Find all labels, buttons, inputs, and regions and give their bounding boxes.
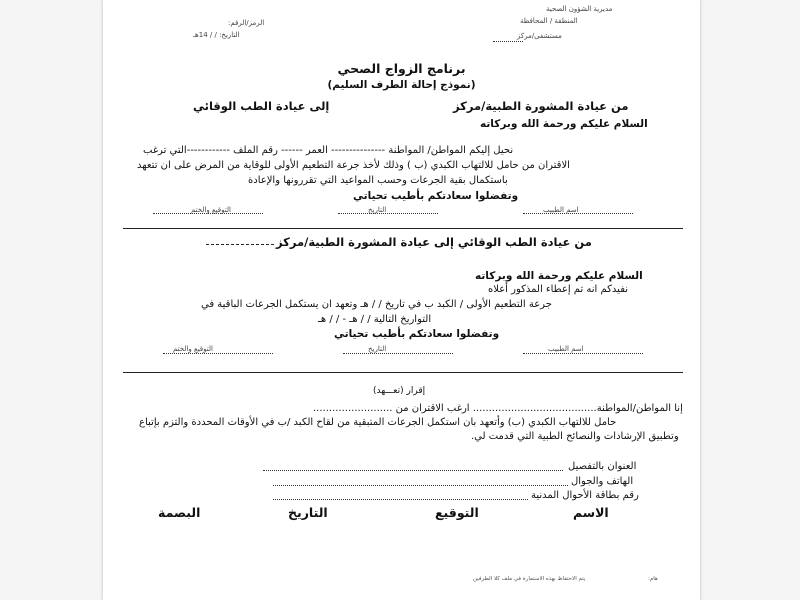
form-subtitle: (نموذج إحالة الطرف السليم) <box>327 79 476 91</box>
phone-label: الهاتف والجوال <box>571 476 634 487</box>
from-clinic: من عيادة المشورة الطبية/مركز <box>453 99 629 113</box>
org-line-3: مستشفى/مركز <box>517 32 562 40</box>
greeting-1: السلام عليكم ورحمة الله وبركاته <box>480 118 648 130</box>
phone-fill-line[interactable] <box>273 485 568 486</box>
form-title: برنامج الزواج الصحي <box>337 61 466 76</box>
civil-id-label: رقم بطاقة الأحوال المدنية <box>531 490 639 501</box>
sig1-stamp-label: التوقيع والختم <box>191 206 231 214</box>
referral-line-2: الاقتران من حامل للالتهاب الكبدي (ب ) وذلك لأخذ جرعة التطعيم الأولى للوقاية من المرض على ان تتعهد <box>137 160 570 171</box>
section2-heading: من عيادة الطب الوقائي إلى عيادة المشورة الطبية/مركز <box>276 235 592 249</box>
address-fill-line[interactable] <box>263 470 563 471</box>
sig2-doctor-label: اسم الطبيب <box>548 345 584 353</box>
sig2-date-label: التاريخ <box>368 345 387 353</box>
footnote: يتم الاحتفاظ بهذه الاستمارة في ملف كلا الطرفين <box>473 576 586 582</box>
org-line-2: المنطقة / المحافظة <box>520 17 578 25</box>
pledge-heading: إقرار (تعـــهد) <box>373 386 426 396</box>
referral-form-page <box>103 0 700 600</box>
org-line-1: مديرية الشؤون الصحية <box>546 5 613 13</box>
section2-line-2: جرعة التطعيم الأولى / الكبد ب في تاريخ / / هـ وتعهد ان يستكمل الجرعات الباقية في <box>201 299 552 310</box>
section2-line-3: التواريخ التالية / / هـ - / / هـ <box>318 314 432 325</box>
pledge-line-1: إنا المواطن/المواطنة....................................... ارغب الاقتران من ......................... <box>313 403 683 414</box>
date-field-label: التاريخ <box>288 505 328 520</box>
referral-line-3: باستكمال بقية الجرعات وحسب المواعيد التي تقررونها والإعادة <box>248 175 508 186</box>
name-field-label: الاسم <box>573 505 609 520</box>
pledge-line-3: وتطبيق الإرشادات والنصائح الطبية التي قدمت لي. <box>471 431 679 442</box>
signature-field-label: التوقيع <box>435 505 479 520</box>
sig1-date-line <box>338 213 438 214</box>
section-divider-1 <box>123 228 683 229</box>
referral-line-1: نحيل إليكم المواطن/ المواطنة --------------- العمر ------ رقم الملف ------------التي ترغب <box>143 145 514 156</box>
footnote-label: هام: <box>648 576 658 582</box>
date-label: التاريخ: / / 14هـ <box>193 31 240 39</box>
sig2-stamp-label: التوقيع والختم <box>173 345 213 353</box>
closing-2: وتفضلوا سعادتكم بأطيب تحياتي <box>334 328 500 340</box>
civil-id-fill-line[interactable] <box>273 499 528 500</box>
sig2-date-line <box>343 353 453 354</box>
section2-fill-line <box>206 244 274 245</box>
closing-1: وتفضلوا سعادتكم بأطيب تحياتي <box>353 190 519 202</box>
pledge-line-2: حامل للالتهاب الكبدي (ب) وأتعهد بان استكمل الجرعات المتبقية من لقاح الكبد /ب في الأوقات المحددة والتزم بإتباع <box>139 417 617 428</box>
greeting-2: السلام عليكم ورحمة الله وبركاته <box>475 270 643 282</box>
sig1-doctor-label: اسم الطبيب <box>543 206 579 214</box>
code-label: الرمز/الرقم: <box>228 19 265 27</box>
section-divider-2 <box>123 372 683 373</box>
fingerprint-field-label: البصمة <box>158 505 201 520</box>
sig1-date-label: التاريخ <box>368 206 387 214</box>
address-label: العنوان بالتفصيل <box>568 461 637 472</box>
section2-line-1: نفيدكم انه تم إعطاء المذكور أعلاه <box>488 284 629 295</box>
to-clinic: إلى عيادة الطب الوقائي <box>193 99 330 113</box>
org-fill-line <box>493 41 523 42</box>
